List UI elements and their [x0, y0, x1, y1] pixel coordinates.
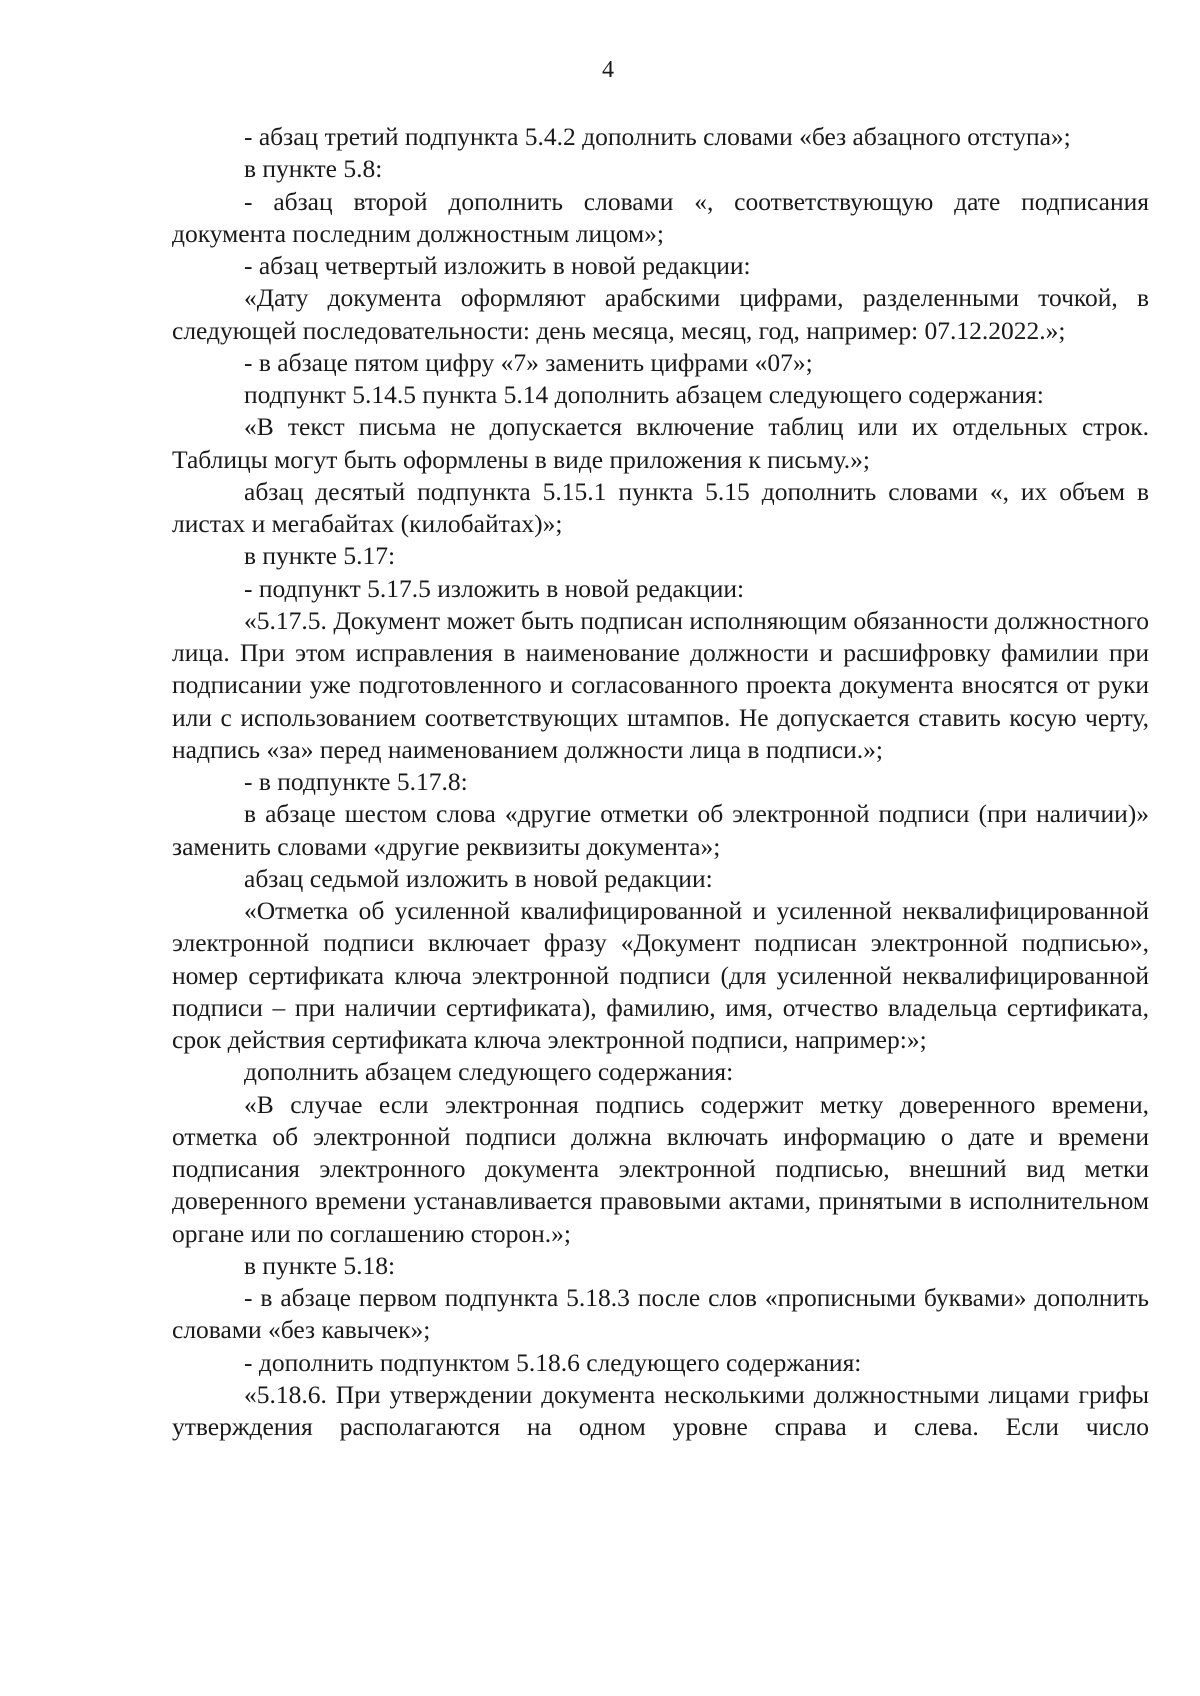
paragraph: - дополнить подпунктом 5.18.6 следующего содержания: — [244, 1347, 862, 1377]
paragraph: «Отметка об усиленной квалифицированной и усиленной неквалифицированной электронной подписи включает фразу «Документ подписан электронной подписью», номер сертификата ключа электронной подписи (для усиленной неквалифицированной подписи – при наличии сертификата), фамилию, имя, отчество владельца сертификата, срок действия сертификата ключа электронной подписи, например:»; — [172, 896, 1149, 1054]
paragraph: в абзаце шестом слова «другие отметки об электронной подписи (при наличии)» заменить словами «другие реквизиты документа»; — [172, 799, 1149, 861]
page-number: 4 — [602, 57, 614, 83]
paragraph: - в абзаце первом подпункта 5.18.3 после слов «прописными буквами» дополнить словами «без кавычек»; — [172, 1283, 1149, 1345]
paragraph: абзац седьмой изложить в новой редакции: — [244, 863, 713, 893]
paragraph: - абзац четвертый изложить в новой редакции: — [244, 251, 751, 280]
paragraph: - абзац третий подпункта 5.4.2 дополнить словами «без абзацного отступа»; — [244, 122, 1071, 151]
paragraph: «5.18.6. При утверждении документа несколькими должностными лицами грифы утверждения располагаются на одном уровне справа и слева. Если число — [172, 1379, 1149, 1441]
document-body — [172, 121, 1149, 1443]
paragraph: абзац десятый подпункта 5.15.1 пункта 5.15 дополнить словами «, их объем в листах и мегабайтах (килобайтах)»; — [172, 476, 1149, 538]
paragraph: в пункте 5.8: — [244, 154, 383, 184]
paragraph: «В текст письма не допускается включение таблиц или их отдельных строк. Таблицы могут быть оформлены в виде приложения к письму.»; — [172, 412, 1149, 474]
paragraph: - в абзаце пятом цифру «7» заменить цифрами «07»; — [244, 347, 813, 377]
paragraph: дополнить абзацем следующего содержания: — [244, 1057, 734, 1087]
paragraph: - подпункт 5.17.5 изложить в новой редакции: — [244, 573, 745, 603]
paragraph: в пункте 5.17: — [244, 541, 396, 571]
paragraph: - в подпункте 5.17.8: — [244, 767, 468, 796]
paragraph: «В случае если электронная подпись содержит метку доверенного времени, отметка об электронной подписи должна включать информацию о дате и времени подписания электронного документа электронной подписью, внешний вид метки доверенного времени устанавливается правовыми актами, принятыми в исполнительном органе или по соглашению сторон.»; — [172, 1089, 1149, 1248]
paragraph: «Дату документа оформляют арабскими цифрами, разделенными точкой, в следующей последовательности: день месяца, месяц, год, например: 07.12.2022.»; — [172, 283, 1149, 345]
paragraph: подпункт 5.14.5 пункта 5.14 дополнить абзацем следующего содержания: — [244, 380, 1044, 409]
paragraph: в пункте 5.18: — [244, 1250, 396, 1280]
paragraph: - абзац второй дополнить словами «, соответствующую дате подписания документа последним должностным лицом»; — [172, 186, 1149, 248]
paragraph: «5.17.5. Документ может быть подписан исполняющим обязанности должностного лица. При этом исправления в наименование должности и расшифровку фамилии при подписании уже подготовленного и согласованного проекта документа вносятся от руки или с использованием соответствующих штампов. Не допускается ставить косую черту, надпись «за» перед наименованием должности лица в подписи.»; — [172, 605, 1149, 764]
